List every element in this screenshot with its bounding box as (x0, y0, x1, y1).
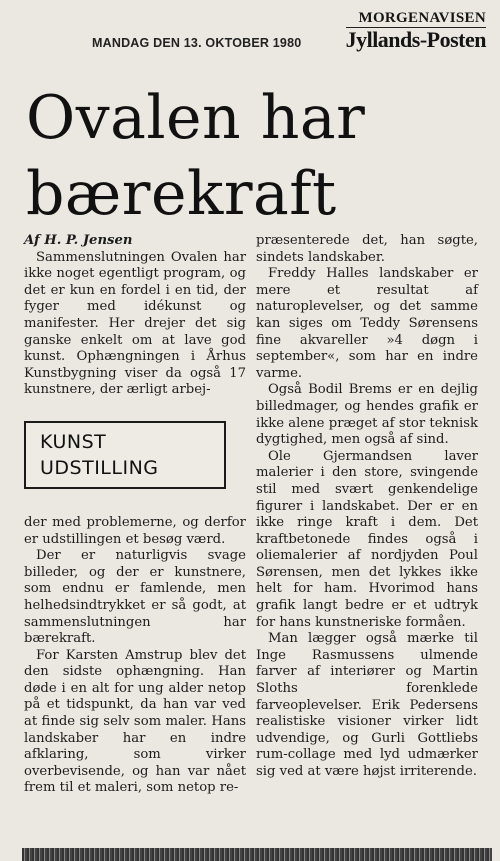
masthead-top: MORGENAVISEN (346, 10, 486, 28)
section-label-box (24, 421, 226, 489)
article-column-right (256, 233, 478, 781)
paragraph: Ole Gjermandsen laver malerier i den store, svingende stil med svært genkendelige figurer i landskabet. Der er en ikke ringe kraft i dem. Det kraftbetonede findes også i oliemalerier af nordjyden Poul Sørensen, men det lykkes ikke helt for ham. Hvorimod hans grafik langt bedre er et udtryk for hans kunstneriske formåen. (256, 448, 478, 630)
paragraph: præsenterede det, han søgte, sindets landskaber. (256, 233, 478, 265)
paragraph: For Karsten Amstrup blev det den sidste ophængning. Han døde i en alt for ung alder netop på et tidspunkt, da han var ved at finde sig selv som maler. Hans landskaber har en indre afklaring, som virker overbevisende, og han var nået frem til et maleri, som netop re- (24, 647, 246, 796)
paragraph: Freddy Halles landskaber er mere et resultat af naturoplevelser, og det samme kan siges om Teddy Sørensens fine akvareller »4 døgn i september«, som har en indre varme. (256, 266, 478, 381)
masthead (346, 10, 486, 51)
paragraph: der med problemerne, og derfor er udstillingen et besøg værd. (24, 514, 246, 547)
paragraph: Man lægger også mærke til Inge Rasmussens ulmende farver af interiører og Martin Sloths forenklede farveoplevelser. Erik Pedersens realistiske visioner virker lidt udvendige, og Gurli Gottliebs rum-collage med lyd udmærker sig ved at være højst irriterende. (256, 631, 478, 779)
section-label-line2: UDSTILLING (40, 456, 159, 479)
headline: Ovalen har bærekraft (26, 83, 366, 229)
masthead-logo: Jyllands-Posten (345, 27, 486, 52)
byline: Af H. P. Jensen (24, 233, 133, 248)
paragraph: Der er naturligvis svage billeder, og der er kunstnere, som endnu er famlende, men helhedsindtrykket er så godt, at sammenslutningen har bærekraft. (24, 548, 246, 647)
paragraph: Også Bodil Brems er en dejlig billedmager, og hendes grafik er ikke alene præget af stor teknisk dygtighed, men også af sind. (256, 382, 478, 448)
article-column-left (24, 233, 246, 797)
section-label-line1: KUNST (40, 430, 107, 453)
torn-edge-strip (22, 848, 492, 861)
paragraph: Sammenslutningen Ovalen har ikke noget egentligt program, og det er kun en fordel i en tid, der fyger med idékunst og manifester. Her drejer det sig ganske enkelt om at lave god kunst. Ophængningen i Århus Kunstbygning viser da også 17 kunstnere, der ærligt arbej- (24, 249, 246, 398)
dateline: MANDAG DEN 13. OKTOBER 1980 (92, 36, 302, 50)
